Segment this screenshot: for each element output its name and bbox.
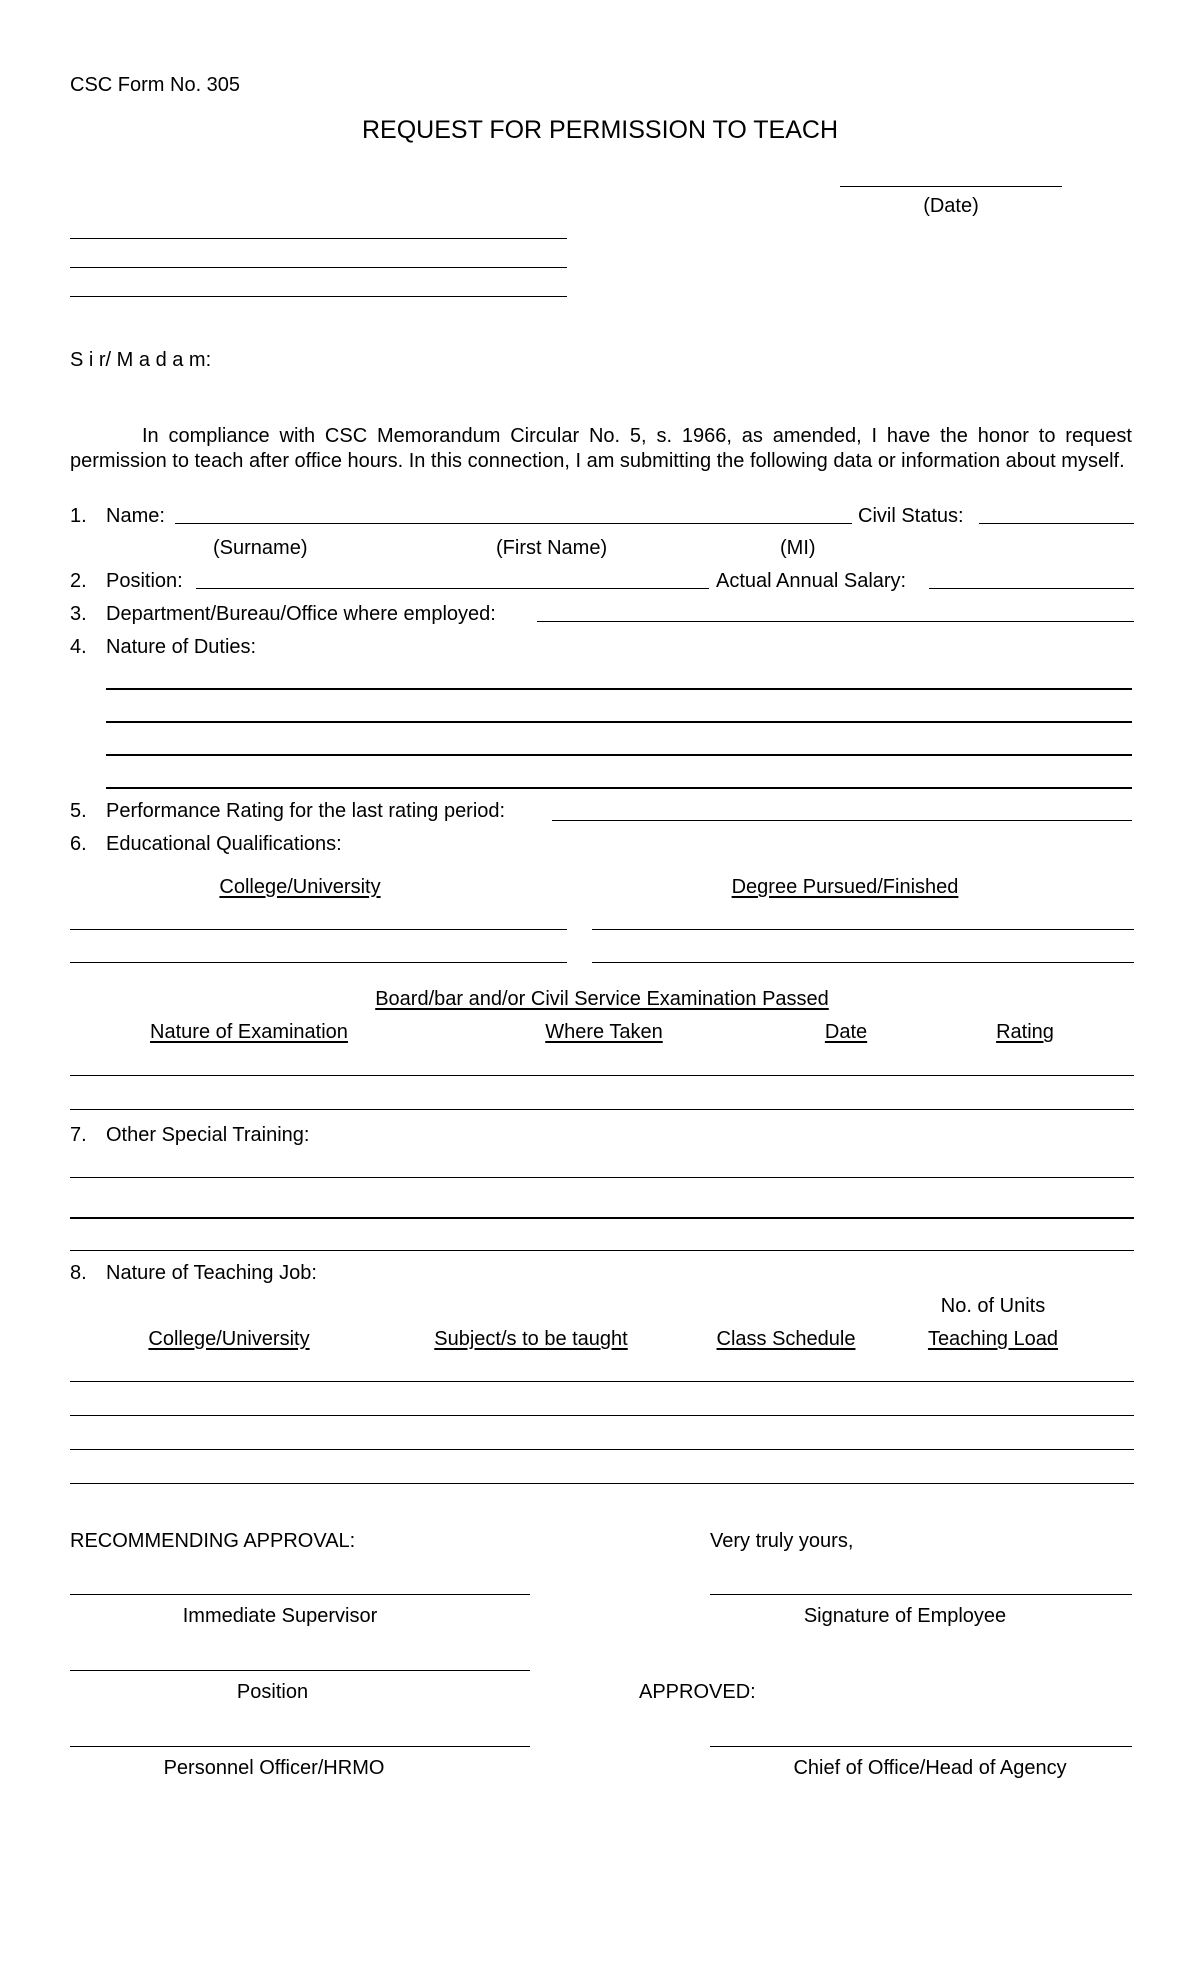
addressee-line[interactable] [70, 267, 567, 268]
mi-label: (MI) [780, 537, 816, 559]
teaching-line[interactable] [70, 1381, 1134, 1382]
education-label: Educational Qualifications: [106, 833, 342, 855]
item-number: 2. [70, 570, 87, 592]
rating-field[interactable] [552, 820, 1132, 821]
position-field[interactable] [196, 588, 709, 589]
exam-line[interactable] [70, 1075, 1134, 1076]
name-label: Name: [106, 505, 165, 527]
duties-line[interactable] [106, 787, 1132, 789]
intro-paragraph [70, 424, 1132, 474]
training-line[interactable] [70, 1250, 1134, 1251]
department-label: Department/Bureau/Office where employed: [106, 603, 496, 625]
teaching-subject-header: Subject/s to be taught [434, 1328, 628, 1350]
item-number: 3. [70, 603, 87, 625]
item-number: 8. [70, 1262, 87, 1284]
department-field[interactable] [537, 621, 1134, 622]
duties-line[interactable] [106, 688, 1132, 690]
education-degree-header: Degree Pursued/Finished [731, 876, 959, 898]
personnel-label: Personnel Officer/HRMO [163, 1757, 385, 1779]
teaching-units-top: No. of Units [940, 1295, 1046, 1317]
exam-date-header: Date [824, 1021, 868, 1043]
exam-line[interactable] [70, 1109, 1134, 1110]
item-number: 1. [70, 505, 87, 527]
supervisor-signature-line[interactable] [70, 1594, 530, 1595]
duties-label: Nature of Duties: [106, 636, 257, 658]
training-line[interactable] [70, 1217, 1134, 1219]
personnel-signature-line[interactable] [70, 1746, 530, 1747]
very-truly-yours: Very truly yours, [710, 1530, 854, 1552]
exam-rating-header: Rating [996, 1021, 1054, 1043]
rating-label: Performance Rating for the last rating period: [106, 800, 506, 822]
education-degree-line[interactable] [592, 929, 1134, 930]
teaching-schedule-header: Class Schedule [716, 1328, 856, 1350]
duties-line[interactable] [106, 721, 1132, 723]
training-line[interactable] [70, 1177, 1134, 1178]
item-number: 7. [70, 1124, 87, 1146]
employee-signature-line[interactable] [710, 1594, 1132, 1595]
training-label: Other Special Training: [106, 1124, 310, 1146]
duties-line[interactable] [106, 754, 1132, 756]
position-signature-line[interactable] [70, 1670, 530, 1671]
form-number: CSC Form No. 305 [70, 74, 241, 96]
teaching-line[interactable] [70, 1483, 1134, 1484]
salary-label: Actual Annual Salary: [716, 570, 907, 592]
education-college-line[interactable] [70, 962, 567, 963]
employee-label: Signature of Employee [803, 1605, 1007, 1627]
recommending-approval-label: RECOMMENDING APPROVAL: [70, 1530, 356, 1552]
salutation: S i r/ M a d a m: [70, 349, 212, 371]
education-college-line[interactable] [70, 929, 567, 930]
civil-status-label: Civil Status: [858, 505, 964, 527]
education-college-header: College/University [219, 876, 381, 898]
exam-nature-header: Nature of Examination [150, 1021, 348, 1043]
surname-label: (Surname) [213, 537, 308, 559]
approved-label: APPROVED: [639, 1681, 756, 1703]
item-number: 4. [70, 636, 87, 658]
teaching-college-header: College/University [148, 1328, 310, 1350]
chief-signature-line[interactable] [710, 1746, 1132, 1747]
civil-status-field[interactable] [979, 523, 1134, 524]
position-label: Position: [106, 570, 183, 592]
addressee-line[interactable] [70, 238, 567, 239]
chief-label: Chief of Office/Head of Agency [793, 1757, 1067, 1779]
teaching-line[interactable] [70, 1415, 1134, 1416]
date-label: (Date) [923, 195, 979, 217]
addressee-line[interactable] [70, 296, 567, 297]
supervisor-label: Immediate Supervisor [182, 1605, 378, 1627]
education-degree-line[interactable] [592, 962, 1134, 963]
item-number: 6. [70, 833, 87, 855]
salary-field[interactable] [929, 588, 1134, 589]
teaching-line[interactable] [70, 1449, 1134, 1450]
page-title: REQUEST FOR PERMISSION TO TEACH [361, 116, 838, 144]
intro-text: In compliance with CSC Memorandum Circular No. 5, s. 1966, as amended, I have the honor to request permission to teach after office hours. In this connection, I am submitting the following data or information about myself. [70, 425, 1132, 472]
date-line[interactable] [840, 186, 1062, 187]
exam-heading: Board/bar and/or Civil Service Examination Passed [375, 988, 829, 1010]
name-field[interactable] [175, 523, 852, 524]
position-signature-label: Position [236, 1681, 309, 1703]
teaching-load-header: Teaching Load [927, 1328, 1059, 1350]
first-name-label: (First Name) [496, 537, 608, 559]
exam-where-header: Where Taken [545, 1021, 663, 1043]
teaching-label: Nature of Teaching Job: [106, 1262, 317, 1284]
item-number: 5. [70, 800, 87, 822]
